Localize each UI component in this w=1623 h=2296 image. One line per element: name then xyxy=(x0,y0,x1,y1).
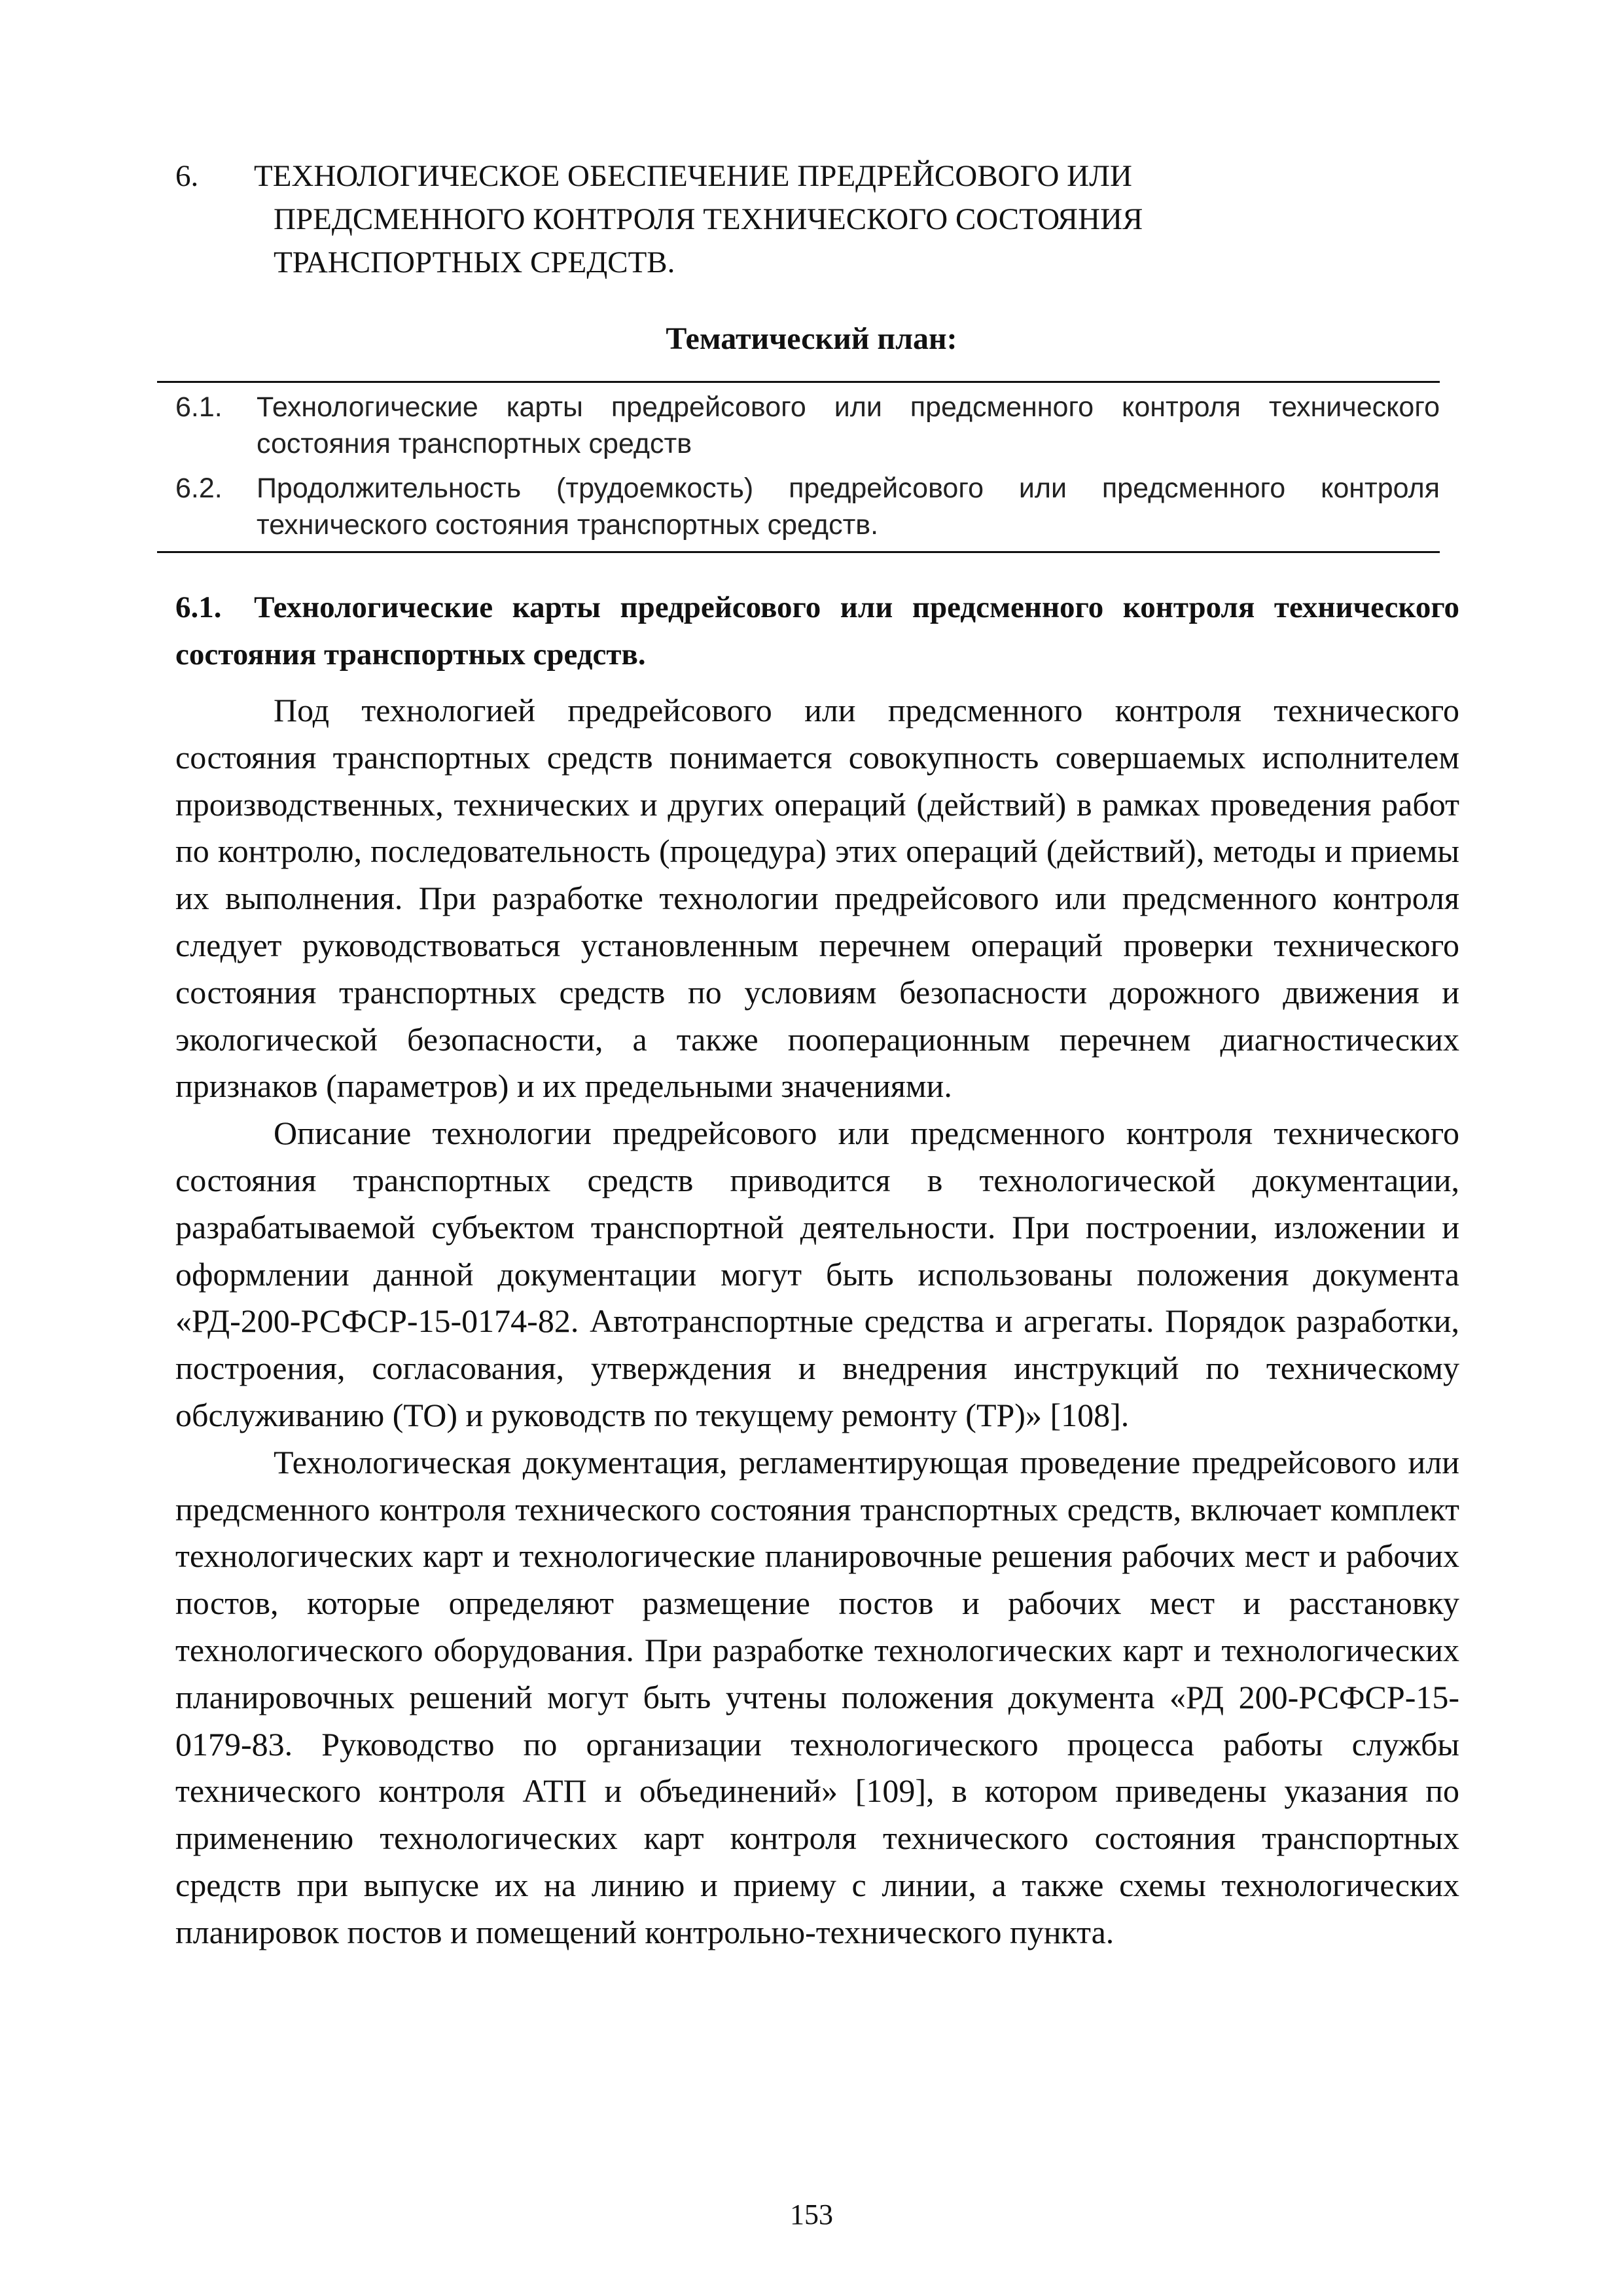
plan-item xyxy=(175,389,1440,462)
chapter-title-line: ТЕХНОЛОГИЧЕСКОЕ ОБЕСПЕЧЕНИЕ ПРЕДРЕЙСОВОГО ИЛИ xyxy=(254,159,1132,193)
page-number: 153 xyxy=(790,2198,833,2231)
chapter-title xyxy=(254,154,1458,284)
paragraph: Описание технологии предрейсового или предсменного контроля технического состояния транспортных средств приводится в технологической документации, разрабатываемой субъектом транспортной деятельности. При построении, изложении и оформлении данной документации могут быть использованы положения документа «РД-200-РСФСР-15-0174-82. Автотранспортные средства и агрегаты. Порядок разработки, построения, согласования, утверждения и внедрения инструкций по техническому обслуживанию (ТО) и руководств по текущему ремонту (ТР)» [108]. xyxy=(175,1115,1459,1433)
chapter-number: 6. xyxy=(175,159,199,193)
section-heading xyxy=(175,584,1459,678)
thematic-plan-list xyxy=(175,389,1440,551)
chapter-heading xyxy=(175,154,1458,284)
plan-item-number: 6.1. xyxy=(175,391,223,423)
plan-item-text: Технологические карты предрейсового или предсменного контроля технического состояния транспортных средств xyxy=(257,391,1440,459)
chapter-title-line: ТРАНСПОРТНЫХ СРЕДСТВ. xyxy=(274,245,675,279)
section-number: 6.1. xyxy=(175,590,222,624)
plan-bottom-rule xyxy=(157,551,1440,553)
paragraph: Под технологией предрейсового или предсменного контроля технического состояния транспортных средств понимается совокупность совершаемых исполнителем производственных, технических и других операций (действий) в рамках проведения работ по контролю, последовательность (процедура) этих операций (действий), методы и приемы их выполнения. При разработке технологии предрейсового или предсменного контроля следует руководствоваться установленным перечнем операций проверки технического состояния транспортных средств по условиям безопасности дорожного движения и экологической безопасности, а также пооперационным перечнем диагностических признаков (параметров) и их предельными значениями. xyxy=(175,692,1459,1105)
chapter-title-line: ПРЕДСМЕННОГО КОНТРОЛЯ ТЕХНИЧЕСКОГО СОСТОЯНИЯ xyxy=(274,202,1143,236)
plan-item-number: 6.2. xyxy=(175,473,223,504)
body-text xyxy=(175,687,1459,1956)
paragraph: Технологическая документация, регламентирующая проведение предрейсового или предсменного контроля технического состояния транспортных средств, включает комплект технологических карт и технологические планировочные решения рабочих мест и рабочих постов, которые определяют размещение постов и рабочих мест и расстановку технологического оборудования. При разработке технологических карт и технологических планировочных решений могут быть учтены положения документа «РД 200-РСФСР-15-0179-83. Руководство по организации технологического процесса работы службы технического контроля АТП и объединений» [109], в котором приведены указания по применению технологических карт контроля технического состояния транспортных средств при выпуске их на линию и приему с линии, а также схемы технологических планировок постов и помещений контрольно-технического пункта. xyxy=(175,1443,1459,1950)
plan-item-text: Продолжительность (трудоемкость) предрейсового или предсменного контроля технического состояния транспортных средств. xyxy=(257,473,1440,541)
plan-item xyxy=(175,470,1440,543)
section-title: Технологические карты предрейсового или предсменного контроля технического состояния транспортных средств. xyxy=(175,590,1460,672)
plan-top-rule xyxy=(157,381,1440,383)
thematic-plan-heading: Тематический план: xyxy=(666,321,957,356)
